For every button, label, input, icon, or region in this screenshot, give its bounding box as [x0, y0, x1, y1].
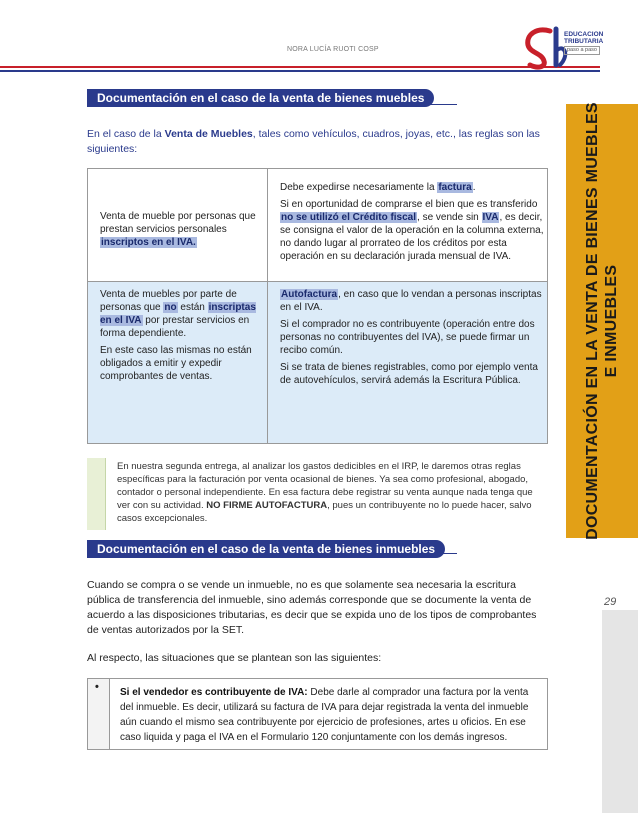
row2-left-p1-c: por prestar servicios en forma dependiente. [100, 315, 250, 339]
situation-text [120, 685, 542, 745]
note-text-b: , pues un contribuyente no lo puede hacer, salvo casos excepcionales. [117, 500, 532, 524]
margin-gray-block [602, 610, 638, 813]
note-text-a: En nuestra segunda entrega, al analizar los gastos dedicibles en el IRP, le daremos otras reglas específicas para la facturación por venta ocasional de bienes. Ya sea como profesional, abogado, contador o personal independiente. En esa factura debe registrar su venta aunque nada tenga que ver con su actividad. [117, 461, 533, 511]
row2-left-p1-highlight2: inscriptas en el IVA [100, 302, 256, 326]
table-cell-left [88, 169, 268, 281]
row1-right-p2-highlight: no se utilizó el Crédito fiscal [281, 212, 417, 223]
table-cell-left [88, 282, 268, 443]
row2-left-p1-highlight: no [164, 302, 177, 313]
chapter-title [583, 102, 621, 540]
row2-left-text [100, 288, 258, 387]
note-rule [105, 458, 106, 530]
intro-text-b: , tales como vehículos, cuadros, joyas, etc., las reglas son las siguientes: [87, 128, 540, 155]
note-bold: NO FIRME AUTOFACTURA [206, 500, 328, 511]
row2-right-p2: Si el comprador no es contribuyente (operación entre dos personas no contribuyentes del IVA), se puede firmar un recibo común. [280, 319, 535, 356]
row1-right-p1-b: . [472, 182, 476, 193]
note-text [117, 460, 548, 525]
situation-bar [88, 679, 110, 749]
section2-paragraph-2: Al respecto, las situaciones que se plantean son las siguientes: [87, 652, 382, 664]
row2-left-p2: En este caso las mismas no están obligados a emitir y expedir comprobantes de ventas. [100, 345, 252, 382]
section2-paragraph: Cuando se compra o se vende un inmueble, no es que solamente sea necesaria la escritura pública de transferencia del inmueble, sino además corresponde que se documente la venta de acuerdo a las disposiciones tributarias, es decir que se expida uno de los tipos de comprobantes de ventas autorizados por la SET. [87, 579, 537, 636]
intro-bold: Venta de Muebles [164, 128, 253, 140]
chapter-title-line1: DOCUMENTACIÓN EN LA VENTA DE BIENES MUEBLES [584, 102, 601, 540]
row1-right-p2-a: Si en oportunidad de comprarse el bien que es transferido [280, 199, 538, 210]
row2-right-p1-highlight: Autofactura [281, 289, 338, 300]
intro-text-a: En el caso de la [87, 128, 165, 140]
note-box [87, 458, 548, 530]
table-row [88, 169, 547, 281]
logo-text [564, 31, 603, 55]
section1-intro [87, 127, 549, 157]
section1-title: Documentación en el caso de la venta de bienes muebles [87, 89, 434, 107]
row2-left-p1-b: están [177, 302, 208, 313]
row1-right-p2-b: , se vende sin [417, 212, 482, 223]
header-stripes [0, 66, 600, 72]
chapter-sidebar [566, 104, 638, 538]
table-cell-right [268, 282, 547, 443]
row1-right-text [280, 181, 546, 267]
section2-title: Documentación en el caso de la venta de bienes inmuebles [87, 540, 445, 558]
situation-body: Debe darle al comprador una factura por la venta del inmueble. Es decir, utilizará su factura de IVA para dejar registrada la venta del inmueble aún cuando el mismo sea contribuyente por ejercicio de profesiones, artes u oficios. En ese caso liquida y paga el IVA en el Formulario 120 conjuntamente con los demás ingresos. [120, 687, 529, 743]
row1-right-p2-c: , es decir, se consigna el valor de la operación en la columna externa, no dando lugar al prorrateo de los créditos por esta operación en su declaración jurada mensual de IVA. [280, 212, 544, 262]
logo-line2: TRIBUTARIA [564, 38, 604, 45]
logo-line1: EDUCACION [564, 31, 604, 38]
row1-left-a: Venta de mueble por personas que prestan servicios personales [100, 211, 256, 235]
table-row [88, 281, 547, 443]
row1-right-p1-highlight: factura [438, 182, 472, 193]
header-author: NORA LUCÍA RUOTI COSP [287, 46, 379, 53]
table-cell-right [268, 169, 547, 281]
row1-left-text [100, 210, 258, 249]
rules-table [87, 168, 548, 444]
chapter-title-line2: E INMUEBLES [603, 264, 620, 378]
row2-left-p1-a: Venta de muebles por parte de personas que [100, 289, 237, 313]
row1-left-highlight: inscriptos en el IVA. [101, 237, 196, 248]
note-bar [87, 458, 105, 530]
row1-right-p2-highlight2: IVA [482, 212, 499, 223]
row2-right-text [280, 288, 546, 391]
situation-box [87, 678, 548, 750]
row1-right-p1-a: Debe expedirse necesariamente la [280, 182, 438, 193]
logo-tag: paso a paso [564, 46, 600, 55]
row2-right-p1-a: , en caso que lo vendan a personas inscriptas en el IVA. [280, 289, 542, 313]
bullet-icon: • [95, 681, 99, 693]
row2-right-p3: Si se trata de bienes registrables, como por ejemplo venta de autovehículos, servirá además la Escritura Pública. [280, 362, 538, 386]
situation-bold: Si el vendedor es contribuyente de IVA: [120, 687, 308, 698]
page-number: 29 [604, 596, 617, 608]
